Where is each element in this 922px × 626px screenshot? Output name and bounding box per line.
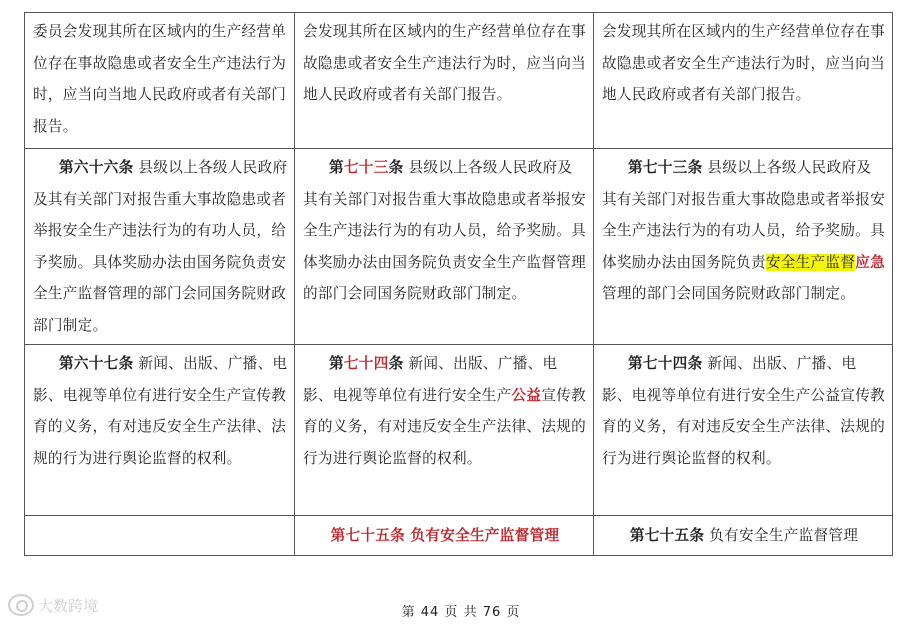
table-row [25,13,893,149]
text-run: 负有安全生产监督管理 [704,526,859,544]
table-row [25,149,893,345]
text-run: 县级以上各级人民政府及其有关部门对报告重大事故隐患或者举报安全生产违法行为的有功人员，给予奖励。具体奖励办法由国务院负责安全生产监督管理的部门会同国务院财政部门制定。 [33,159,288,334]
page-number: 第 44 页 共 76 页 [401,605,521,620]
comparison-table [24,12,893,556]
text-run: 县级以上各级人民政府及其有关部门对报告重大事故隐患或者举报安全生产违法行为的有功人员，给予奖励。具体奖励办法由国务院负责 [602,159,885,271]
cell-new-law [594,516,893,556]
text-run: 新闻、出版、广播、电影、电视等单位有进行安全生产 [303,355,558,404]
text-run: 第六十七条 [59,355,134,372]
text-run: 第七十三条 [628,159,703,176]
text-run: 七十四 [343,355,389,372]
text-run: 第 [329,355,344,372]
text-run: 七十三 [343,159,389,176]
text-run: 第七十五条 负有安全生产监督管理 [330,526,560,544]
cell-draft [295,516,594,556]
text-run: 宣传教育的义务，有对违反安全生产法律、法规的行为进行舆论监督的权利。 [303,386,586,467]
text-run: 委员会发现其所在区域内的生产经营单位存在事故隐患或者安全生产违法行为时，应当向当地人民政府或者有关部门报告。 [33,23,287,135]
text-run: 会发现其所在区域内的生产经营单位存在事故隐患或者安全生产违法行为时，应当向当地人民政府或者有关部门报告。 [303,23,586,103]
cell-new-law [594,13,893,149]
table-row [25,516,893,556]
text-run: 安全生产监督 [765,253,856,271]
cell-draft [295,345,594,516]
text-run: 第七十四条 [628,355,703,372]
cell-old-law [25,13,295,149]
cell-draft [295,13,594,149]
cell-draft [295,149,594,345]
text-run: 管理的部门会同国务院财政部门制定。 [602,285,856,302]
cell-new-law [594,149,893,345]
cell-new-law [594,345,893,516]
watermark-text: 大数跨境 [38,596,99,615]
text-run: 县级以上各级人民政府及其有关部门对报告重大事故隐患或者举报安全生产违法行为的有功人员，给予奖励。具体奖励办法由国务院负责安全生产监督管理的部门会同国务院财政部门制定。 [303,159,586,302]
text-run: 条 [388,355,404,372]
text-run: 第 [329,159,344,176]
text-run: 新闻、出版、广播、电影、电视等单位有进行安全生产宣传教育的义务，有对违反安全生产法律、法规的行为进行舆论监督的权利。 [33,355,288,467]
cell-old-law [25,516,295,556]
text-run: 新闻、出版、广播、电影、电视等单位有进行安全生产公益宣传教育的义务，有对违反安全生产法律、法规的行为进行舆论监督的权利。 [602,355,885,467]
text-run: 第七十五条 [629,526,705,544]
text-run: 会发现其所在区域内的生产经营单位存在事故隐患或者安全生产违法行为时，应当向当地人民政府或者有关部门报告。 [602,23,885,103]
cell-old-law [25,345,295,516]
text-run: 第六十六条 [59,159,134,176]
text-run: 条 [388,159,404,176]
text-run: 应急 [855,253,886,271]
text-run: 公益 [511,386,542,404]
table-row [25,345,893,516]
cell-old-law [25,149,295,345]
